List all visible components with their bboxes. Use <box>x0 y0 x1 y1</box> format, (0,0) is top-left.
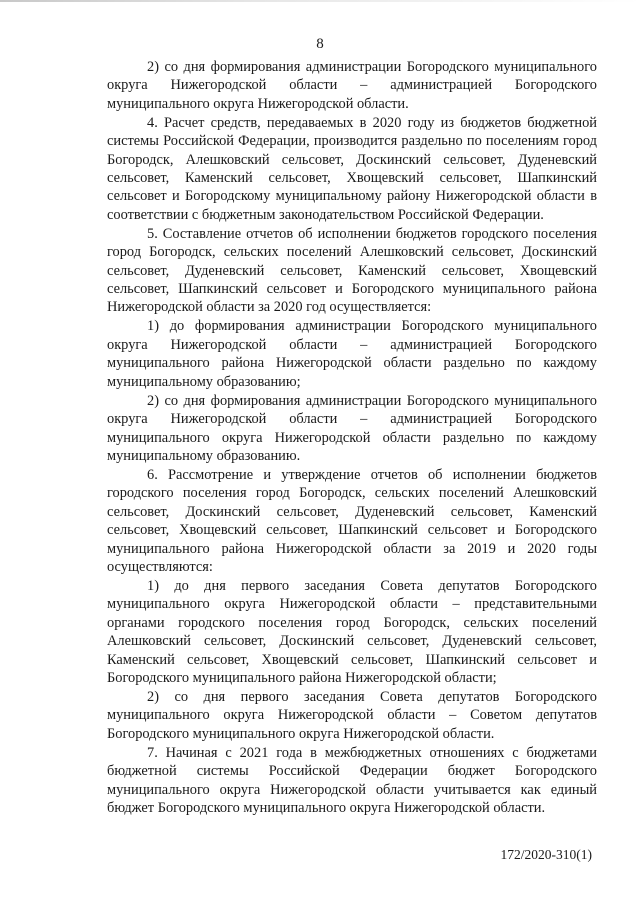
paragraph-item-2-2: 2) со дня формирования администрации Богородского муниципального округа Нижегородской области – администрацией Богородского муниципального округа Нижегородской области. <box>107 59 597 112</box>
paragraph-section-7: 7. Начиная с 2021 года в межбюджетных отношениях с бюджетами бюджетной системы Российской Федерации бюджет Богородского муниципального округа Нижегородской области учитывается как единый бюджет Богородского муниципального округа Нижегородской области. <box>107 744 597 816</box>
paragraph-section-4: 4. Расчет средств, передаваемых в 2020 году из бюджетов бюджетной системы Российской Федерации, производится раздельно по поселениям город Богородск, Алешковский сельсовет, Доскинский сельсовет, Дуденевский сельсовет, Каменский сельсовет, Хвощевский сельсовет, Шапкинский сельсовет и Богородскому муниципальному району Нижегородской области в соответствии с бюджетным законодательством Российской Федерации. <box>107 114 597 223</box>
paragraph-item-6-2: 2) со дня первого заседания Совета депутатов Богородского муниципального округа Нижегородской области – Советом депутатов Богородского муниципального округа Нижегородской области. <box>107 688 597 742</box>
scan-edge <box>0 0 640 2</box>
document-body <box>107 58 597 818</box>
paragraph-section-6: 6. Рассмотрение и утверждение отчетов об исполнении бюджетов городского поселения город Богородск, сельских поселений Алешковский сельсовет, Доскинский сельсовет, Дуденевский сельсовет, Каменский сельсовет, Хвощевский сельсовет, Шапкинский сельсовет и Богородского муниципального района Нижегородской области за 2019 и 2020 годы осуществляются: <box>107 466 597 575</box>
document-code: 172/2020-310(1) <box>500 847 592 862</box>
paragraph-item-5-2: 2) со дня формирования администрации Богородского муниципального округа Нижегородской области – администрацией Богородского муниципального округа Нижегородской области раздельно по каждому муниципальному образованию. <box>107 392 597 464</box>
paragraph-item-5-1: 1) до формирования администрации Богородского муниципального округа Нижегородской области – администрацией Богородского муниципального района Нижегородской области раздельно по каждому муниципальному образованию; <box>107 318 597 390</box>
paragraph-item-6-1: 1) до дня первого заседания Совета депутатов Богородского муниципального округа Нижегородской области – представительными органами городского поселения город Богородск, сельских поселений Алешковский сельсовет, Доскинский сельсовет, Дуденевский сельсовет, Каменский сельсовет, Хвощевский сельсовет, Шапкинский сельсовет и Богородского муниципального района Нижегородской области; <box>107 577 597 686</box>
paragraph-section-5: 5. Составление отчетов об исполнении бюджетов городского поселения город Богородск, сельских поселений Алешковский сельсовет, Доскинский сельсовет, Дуденевский сельсовет, Каменский сельсовет, Хвощевский сельсовет, Шапкинский сельсовет и Богородского муниципального района Нижегородской области за 2020 год осуществляется: <box>107 225 597 316</box>
page-number: 8 <box>316 36 324 52</box>
